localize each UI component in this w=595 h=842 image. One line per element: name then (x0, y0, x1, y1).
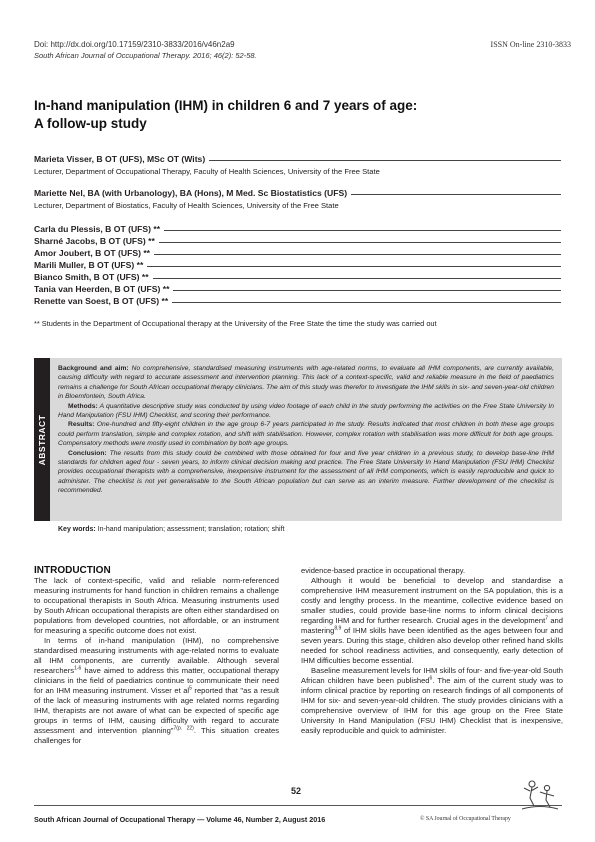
keywords: Key words: In-hand manipulation; assessment; translation; rotation; shift (58, 526, 285, 533)
section-heading-introduction: INTRODUCTION (34, 565, 111, 576)
author-name: Mariette Nel, BA (with Urbanology), BA (Hons), M Med. Sc Biostatistics (UFS) (34, 188, 348, 198)
page-number: 52 (291, 786, 302, 796)
abstract-tab: ABSTRACT (34, 358, 50, 521)
student-author: Marili Muller, B OT (UFS) ** (34, 260, 561, 270)
student-author: Amor Joubert, B OT (UFS) ** (34, 248, 561, 258)
journal-logo-icon (520, 776, 560, 812)
issn: ISSN On-line 2310-3833 (490, 40, 571, 49)
doi[interactable]: Doi: http://dx.doi.org/10.17159/2310-3833/2016/v46n2a9 (34, 40, 235, 49)
student-author: Carla du Plessis, B OT (UFS) ** (34, 224, 561, 234)
author-affiliation: Lecturer, Department of Occupational Therapy, Faculty of Health Sciences, University of the Free State (34, 167, 380, 176)
student-author: Sharné Jacobs, B OT (UFS) ** (34, 236, 561, 246)
author-2 (34, 188, 561, 198)
student-author: Tania van Heerden, B OT (UFS) ** (34, 284, 561, 294)
article-title: In-hand manipulation (IHM) in children 6 and 7 years of age: A follow-up study (34, 98, 418, 131)
footer-journal: South African Journal of Occupational Therapy — Volume 46, Number 2, August 2016 (34, 815, 326, 824)
footer-divider (34, 805, 562, 806)
body-column-left: The lack of context-specific, valid and reliable norm-referenced measuring instruments for hand function in children remains a challenge to occupational therapists in South Africa. Measuring instruments used by South African occupational therapists are often either standardised on populations from developed countries, not affordable, or an instrument for measuring a specific outcome does not exist. In terms of in-hand manipulation (IHM), no comprehensive standardised measuring instruments with age-related norms to evaluate all IHM components, are currently available. Although several researchers$^{1-6}$ have aimed to address this matter, occupational therapy clinicians in the field of paediatrics continue to communicate their need for an IHM measuring instrument. Visser et $al^5$ reported that "as a result of the lack of measuring instruments with age related norms regarding IHM, therapists are not aware of what can be expected of specific age groups in terms of IHM, causing difficulty with regard to accurate assessment and intervention planning"$^{7(p. 22)}$. This situation creates challenges for (34, 576, 279, 745)
author-name: Marieta Visser, B OT (UFS), MSc OT (Wits) (34, 154, 206, 164)
body-column-right: evidence-based practice in occupational therapy. Although it would be beneficial to develop and standardise a comprehensive IHM measurement instrument on the SA population, this is a costly and lengthy process. In the meantime, collective evidence based on smaller studies, could provide base-line norms to inform clinical decisions regarding IHM and for further research. Crucial ages in the development$^7$ and mastering$^{8,9}$ of IHM skills have been identified as the ages between four and seven years. During this stage, children also develop other refined hand skills needed for school readiness activities, and consequently, early detection of IHM difficulties become essential. Baseline measurement levels for IHM skills of four- and five-year-old South African children have been published$^6$. The aim of the current study was to inform clinical practice by reporting on research findings of all components of IHM for six- and seven-year-old children. The study provides clinicians with a comprehensive overview of IHM for this age group on the Free State University In Hand Manipulation (FSU IHM) Checklist that is inexpensive, easily reproducible and quick to administer. (301, 566, 564, 735)
author-1 (34, 154, 561, 164)
student-footnote: ** Students in the Department of Occupational therapy at the University of the Free State the time the study was carried out (34, 319, 437, 328)
student-author: Bianco Smith, B OT (UFS) ** (34, 272, 561, 282)
journal-reference: South African Journal of Occupational Therapy. 2016; 46(2): 52-58. (34, 51, 257, 60)
student-author: Renette van Soest, B OT (UFS) ** (34, 296, 561, 306)
author-affiliation: Lecturer, Department of Biostatics, Faculty of Health Sciences, University of the Free State (34, 201, 339, 210)
abstract-text: Background and aim: No comprehensive, standardised measuring instruments with age-related norms, to evaluate all IHM components, are currently available, causing difficulty with regard to accurate assessment and intervention planning. This lack of a context-specific, valid and reliable measure in the field of paediatrics remains a challenge for South African occupational therapy clinicians. The aim of this study was therefor to investigate the IHM skills in six- and seven-year-old children in Bloemfontein, South Africa. Methods: A quantitative descriptive study was conducted by using video footage of each child in the study performing the activities on the Free State University In Hand Manipulation (FSU IHM) Checklist, and scoring their performance. Results: One-hundred and fifty-eight children in the age group 6-7 years participated in the study. Results indicated that most children in both these age groups could perform translation, simple and complex rotation, and shift with stabilisation. However, complex rotation with stabilisation was more difficult for both age groups. Compensatory methods were mostly used in combination by both age groups. Conclusion: The results from this study could be combined with those obtained for four and five year children in a previous study, to develop base-line IHM standards for children aged four - seven years, to inform clinical decision making and practice. The Free State University In Hand Manipulation (FSU IHM) Checklist provides occupational therapists with a comprehensive, inexpensive instrument for the assessment of all IHM components, which is easily reproducible and quick to administer. The checklist is not yet generalisable to the South African population but can serve as an interim measure. Further development of the checklist is recommended. (58, 365, 555, 495)
footer-copyright: © SA Journal of Occupational Therapy (420, 816, 511, 822)
